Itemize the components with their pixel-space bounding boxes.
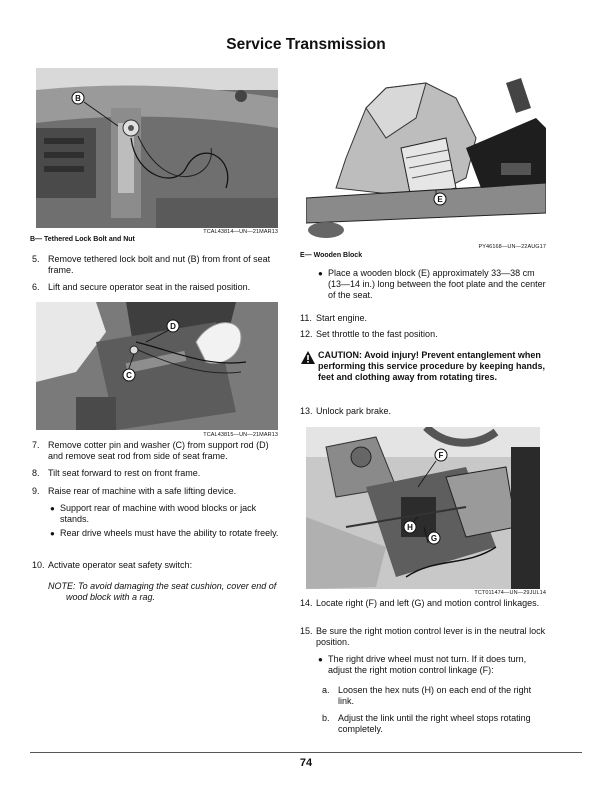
caution-entanglement: CAUTION: Avoid injury! Prevent entanglement when performing this service procedure by keeping hands, feet and clothing away from rotating tires.: [318, 350, 546, 382]
callout-d: D: [170, 322, 176, 331]
callout-f: F: [438, 451, 444, 460]
figure-support-rod: [36, 302, 278, 430]
figure-motion-control-linkages: [306, 427, 540, 589]
figure-code: TCAL43815—UN—21MAR13: [203, 432, 278, 438]
step-12: 12. Set throttle to the fast position.: [300, 329, 438, 339]
callout-h: H: [407, 523, 413, 532]
substep-b: b. Adjust the link until the right wheel stops rotating completely.: [322, 713, 531, 734]
figure-caption: E— Wooden Block: [300, 252, 363, 259]
bullet-wooden-block: ● Place a wooden block (E) approximately 33—38 cm (13—14 in.) long between the foot plate and the center of the seat.: [318, 268, 546, 300]
bullet-rear-wheels: ● Rear drive wheels must have the ability to rotate freely.: [50, 528, 279, 538]
bullet-right-drive-wheel: ● The right drive wheel must not turn. If it does turn, adjust the right motion control linkage (F):: [318, 654, 527, 675]
step-8: 8. Tilt seat forward to rest on front frame.: [32, 468, 201, 478]
figure-code: PY46168—UN—22AUG17: [478, 244, 546, 250]
step-10: 10. Activate operator seat safety switch:: [32, 560, 193, 570]
step-7: 7. Remove cotter pin and washer (C) from support rod (D) and remove seat rod from side of seat frame.: [32, 440, 269, 461]
page-number: 74: [299, 757, 313, 769]
step-9: 9. Raise rear of machine with a safe lifting device.: [32, 486, 237, 496]
step-13: 13. Unlock park brake.: [300, 406, 392, 416]
callout-g: G: [430, 534, 438, 543]
page-title: Service Transmission: [226, 36, 386, 53]
figure-wooden-block: [306, 68, 546, 243]
figure-caption: B— Tethered Lock Bolt and Nut: [30, 236, 135, 243]
substep-a: a. Loosen the hex nuts (H) on each end of the right link.: [322, 685, 532, 706]
callout-e: E: [437, 195, 443, 204]
step-14: 14. Locate right (F) and left (G) and motion control linkages.: [300, 598, 540, 608]
bullet-support-rear: ● Support rear of machine with wood blocks or jack stands.: [50, 503, 257, 524]
step-15: 15. Be sure the right motion control lever is in the neutral lock position.: [300, 626, 546, 647]
figure-code: TCT011474—UN—29JUL14: [474, 590, 546, 596]
step-6: 6. Lift and secure operator seat in the raised position.: [32, 282, 251, 292]
callout-c: C: [126, 371, 132, 380]
figure-code: TCAL43814—UN—21MAR13: [203, 229, 278, 235]
callout-b: B: [75, 94, 81, 103]
warning-triangle-icon: [300, 350, 316, 366]
figure-tethered-lock-bolt: [36, 68, 278, 228]
step-5: 5. Remove tethered lock bolt and nut (B) from front of seat frame.: [32, 254, 271, 275]
note-seat-cushion: NOTE: To avoid damaging the seat cushion, cover end of wood block with a rag.: [48, 581, 277, 602]
footer-rule: [30, 752, 582, 753]
step-11: 11. Start engine.: [300, 313, 368, 323]
